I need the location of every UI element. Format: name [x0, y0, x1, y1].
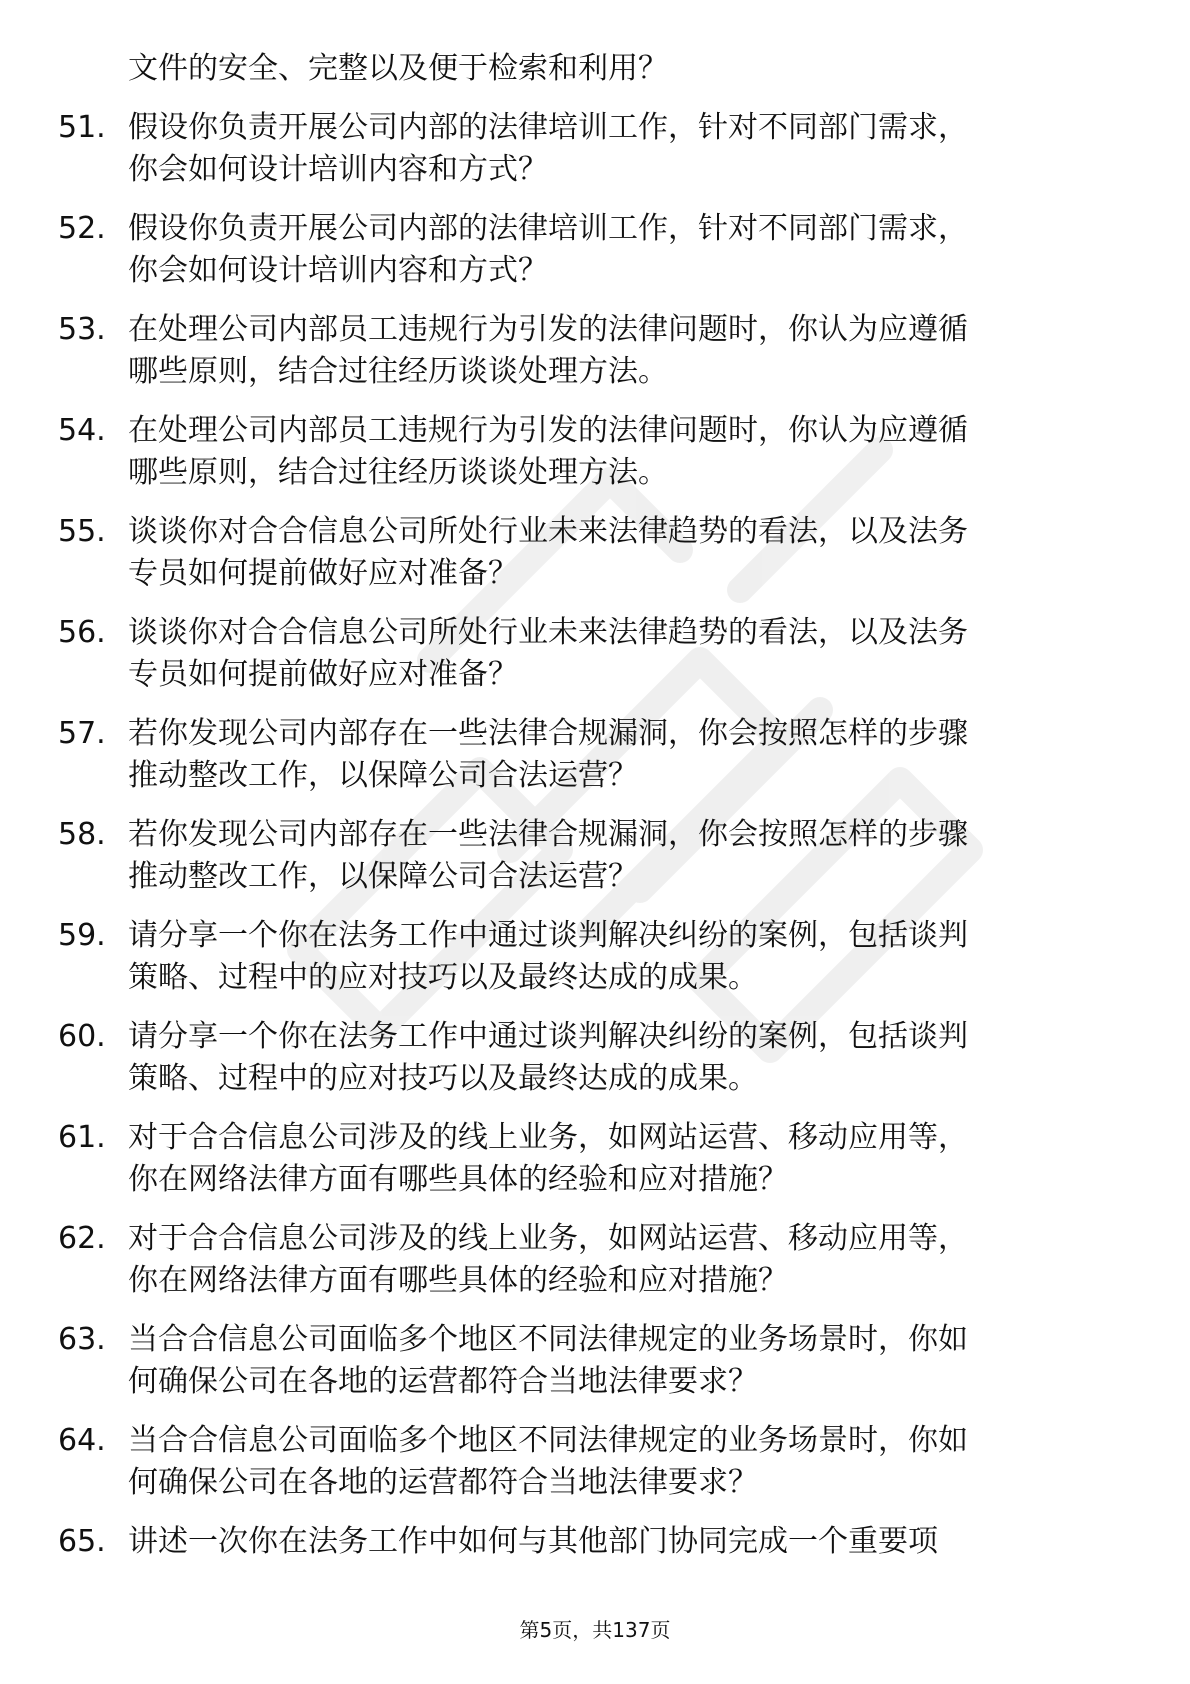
list-item	[58, 1420, 1138, 1504]
item-text-line: 何确保公司在各地的运营都符合当地法律要求？	[128, 1364, 758, 1399]
item-number: 54.	[58, 413, 106, 448]
item-number: 58.	[58, 817, 106, 852]
list-item	[58, 1117, 1138, 1201]
item-text-line: 何确保公司在各地的运营都符合当地法律要求？	[128, 1465, 758, 1500]
item-text-line: 你在网络法律方面有哪些具体的经验和应对措施？	[128, 1263, 788, 1298]
item-text	[128, 1420, 1138, 1504]
item-number: 56.	[58, 615, 106, 650]
list-item	[58, 1016, 1138, 1100]
list-item	[58, 410, 1138, 494]
item-number: 59.	[58, 918, 106, 953]
item-text-line: 专员如何提前做好应对准备？	[128, 657, 518, 692]
item-text-line: 若你发现公司内部存在一些法律合规漏洞，你会按照怎样的步骤	[128, 716, 968, 751]
list-item	[58, 1319, 1138, 1403]
item-number: 52.	[58, 211, 106, 246]
list-item	[58, 713, 1138, 797]
item-text-line: 谈谈你对合合信息公司所处行业未来法律趋势的看法，以及法务	[128, 514, 968, 549]
item-text-line: 请分享一个你在法务工作中通过谈判解决纠纷的案例，包括谈判	[128, 918, 968, 953]
item-text-line: 当合合信息公司面临多个地区不同法律规定的业务场景时，你如	[128, 1423, 968, 1458]
item-number: 53.	[58, 312, 106, 347]
item-text-line: 你在网络法律方面有哪些具体的经验和应对措施？	[128, 1162, 788, 1197]
item-text	[128, 410, 1138, 494]
item-number: 60.	[58, 1019, 106, 1054]
list-item	[58, 1218, 1138, 1302]
list-item	[58, 208, 1138, 292]
item-text	[128, 915, 1138, 999]
item-text-line: 哪些原则，结合过往经历谈谈处理方法。	[128, 354, 668, 389]
item-text-line: 若你发现公司内部存在一些法律合规漏洞，你会按照怎样的步骤	[128, 817, 968, 852]
item-text	[128, 511, 1138, 595]
question-list	[58, 48, 1138, 1563]
item-text-line: 请分享一个你在法务工作中通过谈判解决纠纷的案例，包括谈判	[128, 1019, 968, 1054]
item-text-line: 当合合信息公司面临多个地区不同法律规定的业务场景时，你如	[128, 1322, 968, 1357]
item-text	[128, 1521, 1138, 1563]
list-item	[58, 107, 1138, 191]
item-text-line: 假设你负责开展公司内部的法律培训工作，针对不同部门需求，	[128, 211, 968, 246]
item-number: 61.	[58, 1120, 106, 1155]
item-text-line: 你会如何设计培训内容和方式？	[128, 253, 548, 288]
item-text-line: 策略、过程中的应对技巧以及最终达成的成果。	[128, 960, 758, 995]
item-text-line: 在处理公司内部员工违规行为引发的法律问题时，你认为应遵循	[128, 312, 968, 347]
item-text-line: 对于合合信息公司涉及的线上业务，如网站运营、移动应用等，	[128, 1120, 968, 1155]
item-text-line: 谈谈你对合合信息公司所处行业未来法律趋势的看法，以及法务	[128, 615, 968, 650]
item-text	[128, 713, 1138, 797]
item-text	[128, 612, 1138, 696]
item-number: 55.	[58, 514, 106, 549]
list-item	[58, 612, 1138, 696]
item-text	[128, 814, 1138, 898]
item-number: 64.	[58, 1423, 106, 1458]
item-text-line: 对于合合信息公司涉及的线上业务，如网站运营、移动应用等，	[128, 1221, 968, 1256]
item-text-line: 哪些原则，结合过往经历谈谈处理方法。	[128, 455, 668, 490]
item-text	[128, 1117, 1138, 1201]
item-text-line: 讲述一次你在法务工作中如何与其他部门协同完成一个重要项	[128, 1524, 938, 1559]
list-item	[58, 814, 1138, 898]
item-text-line: 你会如何设计培训内容和方式？	[128, 152, 548, 187]
item-text	[128, 1319, 1138, 1403]
item-number: 65.	[58, 1524, 106, 1559]
page-footer: 第5页，共137页	[519, 1618, 671, 1642]
item-text-line: 推动整改工作，以保障公司合法运营？	[128, 758, 638, 793]
item-text	[128, 309, 1138, 393]
item-number: 57.	[58, 716, 106, 751]
list-item	[58, 915, 1138, 999]
item-text	[128, 208, 1138, 292]
list-item	[58, 511, 1138, 595]
item-number: 63.	[58, 1322, 106, 1357]
item-text	[128, 1218, 1138, 1302]
item-text-line: 专员如何提前做好应对准备？	[128, 556, 518, 591]
continuation-line: 文件的安全、完整以及便于检索和利用？	[128, 51, 668, 86]
item-text-line: 策略、过程中的应对技巧以及最终达成的成果。	[128, 1061, 758, 1096]
item-number: 51.	[58, 110, 106, 145]
item-number: 62.	[58, 1221, 106, 1256]
item-text	[128, 107, 1138, 191]
list-item	[58, 1521, 1138, 1563]
list-item	[58, 309, 1138, 393]
item-text-line: 推动整改工作，以保障公司合法运营？	[128, 859, 638, 894]
item-text-line: 在处理公司内部员工违规行为引发的法律问题时，你认为应遵循	[128, 413, 968, 448]
item-text	[128, 1016, 1138, 1100]
item-text-line: 假设你负责开展公司内部的法律培训工作，针对不同部门需求，	[128, 110, 968, 145]
items-container	[58, 107, 1138, 1563]
